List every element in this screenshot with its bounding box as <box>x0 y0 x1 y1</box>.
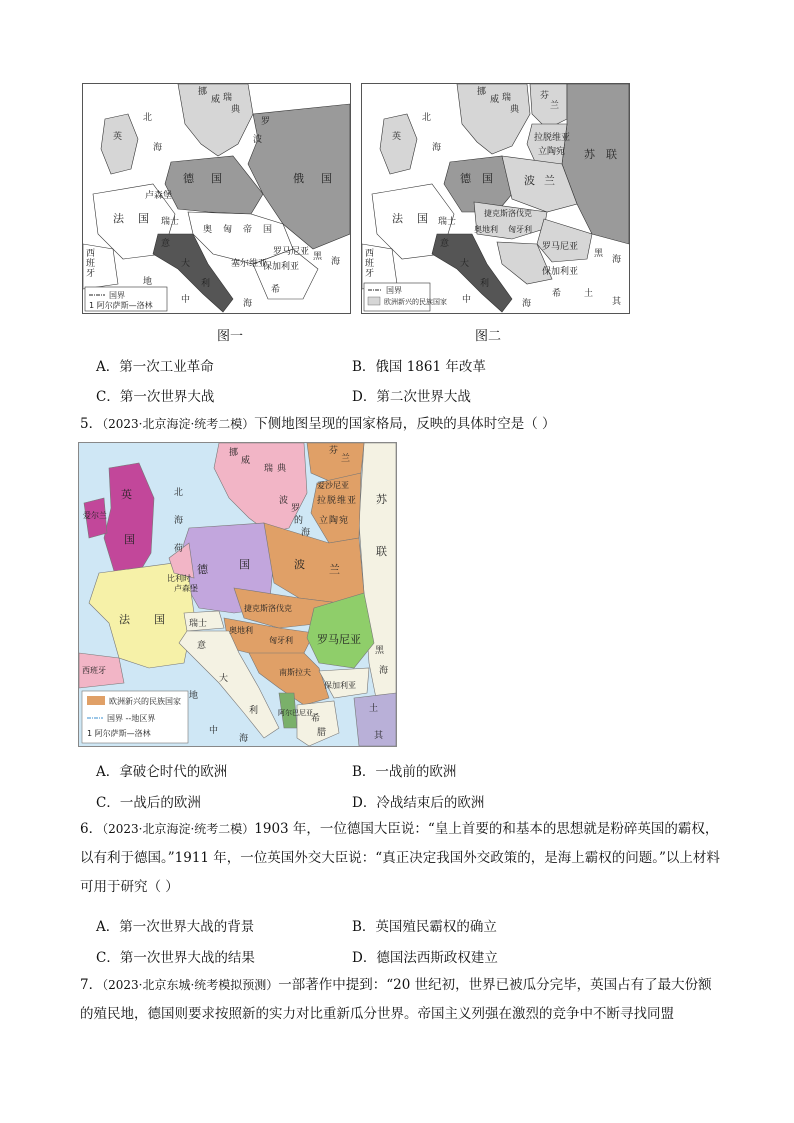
fig2-label: 海 <box>432 143 442 153</box>
fig3-legend-1: 国界 --地区界 <box>107 714 156 723</box>
q4-option-c[interactable]: C．第一次世界大战 <box>96 389 215 405</box>
q5-source: （2023·北京海淀·统考二模） <box>102 417 255 431</box>
fig2-legend-0: 国界 <box>386 286 402 295</box>
fig3-label: 中 <box>209 726 219 736</box>
fig2-label: 兰 <box>544 174 555 187</box>
fig1-label: 瑞 <box>223 93 233 103</box>
fig1-label: 海 <box>243 299 253 309</box>
fig3-label: 意 <box>197 641 207 651</box>
fig3-label: 海 <box>239 734 249 744</box>
fig3-label: 黑 <box>375 646 385 656</box>
fig2-label: 威 <box>490 95 500 105</box>
fig2-label: 瑞士 <box>438 217 457 227</box>
fig3-label: 利 <box>249 706 259 716</box>
fig2-label: 土 <box>584 289 594 299</box>
fig1-label: 塞尔维亚 <box>231 259 268 269</box>
fig3-label: 国 <box>239 558 250 571</box>
fig3-label: 英 <box>121 488 132 501</box>
fig2-label: 利 <box>480 279 490 289</box>
fig1-label: 国 <box>263 225 273 235</box>
fig3-legend-0: 欧洲新兴的民族国家 <box>109 697 181 706</box>
fig1-label: 奥 <box>203 225 213 235</box>
fig3-label: 瑞 <box>264 464 274 474</box>
fig2-label: 亚 <box>561 133 571 143</box>
fig1-label: 海 <box>331 257 341 267</box>
fig2-label: 奥地利 <box>474 225 498 234</box>
figure-two-map <box>361 83 630 314</box>
fig1-label: 罗 <box>261 117 271 127</box>
fig3-label: 爱沙尼亚 <box>317 481 349 490</box>
fig2-label: 拉 <box>534 133 544 143</box>
fig2-label: 希 <box>552 289 562 299</box>
fig3-label: 宛 <box>339 516 349 526</box>
fig3-label: 海 <box>174 516 184 526</box>
figure-two-svg <box>362 84 629 313</box>
q6-option-c[interactable]: C．第一次世界大战的结果 <box>96 950 255 966</box>
fig3-label: 海 <box>379 666 389 676</box>
fig1-label: 英 <box>113 132 123 142</box>
fig3-label: 荷 <box>174 544 184 554</box>
question-6-stem <box>80 815 720 902</box>
fig3-label: 法 <box>119 613 130 626</box>
fig3-label: 阿尔巴尼亚 <box>278 709 313 717</box>
fig3-label: 比利时 <box>167 574 191 583</box>
fig3-label: 维 <box>337 496 347 506</box>
fig3-label: 波 <box>279 496 289 506</box>
fig1-label: 利 <box>201 279 211 289</box>
fig2-label: 海 <box>612 255 622 265</box>
fig3-label: 芬 <box>329 446 339 456</box>
fig2-label: 法 <box>392 212 403 225</box>
fig2-label: 北 <box>422 113 432 123</box>
q4-option-a[interactable]: A．第一次工业革命 <box>96 359 214 375</box>
fig1-label: 牙 <box>86 269 96 279</box>
fig1-label: 威 <box>211 95 221 105</box>
fig3-legend-2: 1 阿尔萨斯—洛林 <box>87 729 151 738</box>
fig1-label: 国 <box>321 172 332 185</box>
fig1-label: 海 <box>153 143 163 153</box>
fig1-label: 希 <box>271 285 281 295</box>
fig2-label: 其 <box>612 297 622 307</box>
fig3-label: 德 <box>197 563 208 576</box>
fig3-label: 拉 <box>317 496 327 506</box>
fig2-label: 国 <box>417 212 428 225</box>
fig3-label: 脱 <box>327 496 337 506</box>
q5-text: 下侧地图呈现的国家格局，反映的具体时空是（ ） <box>254 416 556 432</box>
fig3-label: 罗 <box>291 504 301 514</box>
fig1-label: 黑 <box>313 252 323 262</box>
fig3-label: 地 <box>189 691 199 701</box>
fig1-label: 帝 <box>243 225 253 235</box>
q5-map-svg <box>79 443 396 746</box>
fig3-label: 海 <box>301 528 311 538</box>
fig1-label: 俄 <box>293 172 304 185</box>
fig1-label: 班 <box>86 259 96 269</box>
fig1-label: 法 <box>113 212 124 225</box>
fig3-label: 爱尔兰 <box>83 511 107 520</box>
fig3-label: 北 <box>174 488 184 498</box>
q5-option-c[interactable]: C．一战后的欧洲 <box>96 795 201 811</box>
fig1-label: 挪 <box>198 87 208 97</box>
fig1-label: 大 <box>181 259 191 269</box>
fig2-label: 牙 <box>365 269 375 279</box>
fig1-label: 意 <box>161 239 171 249</box>
fig2-label: 宛 <box>556 147 566 157</box>
fig2-label: 海 <box>522 299 532 309</box>
fig3-label: 陶 <box>329 516 339 526</box>
fig1-label: 罗马尼亚 <box>273 247 310 257</box>
q7-text: 一部著作中提到：“20 世纪初，世界已被瓜分完毕，英国占有了最大份额的殖民地，德国则要求按照新的实力对比重新瓜分世界。帝国主义列强在激烈的竞争中不断寻找同盟 <box>80 977 712 1022</box>
figure-one-map <box>82 83 351 314</box>
fig3-label: 其 <box>374 731 384 741</box>
q6-option-a[interactable]: A．第一次世界大战的背景 <box>96 919 255 935</box>
fig2-label: 匈牙利 <box>508 225 532 234</box>
q6-option-d[interactable]: D．德国法西斯政权建立 <box>352 950 498 966</box>
fig2-label: 黑 <box>594 249 604 259</box>
question-5-stem <box>80 410 720 439</box>
fig3-label: 奥地利 <box>229 626 253 635</box>
fig1-label: 中 <box>181 295 191 305</box>
q4-option-b[interactable]: B．俄国 1861 年改革 <box>352 359 486 375</box>
fig3-label: 兰 <box>341 454 351 464</box>
q7-source: （2023·北京东城·统考模拟预测） <box>102 978 279 992</box>
fig2-label: 国 <box>482 172 493 185</box>
fig3-label: 土 <box>369 704 379 714</box>
fig2-label: 西 <box>365 249 375 259</box>
fig3-label: 罗马尼亚 <box>317 633 361 646</box>
q6-option-b[interactable]: B．英国殖民霸权的确立 <box>352 919 497 935</box>
fig2-label: 联 <box>606 148 617 161</box>
fig1-label: 国 <box>211 172 222 185</box>
fig3-label: 立 <box>319 516 329 526</box>
figure-two-caption: 图二 <box>474 329 501 344</box>
fig3-label: 挪 <box>229 448 239 458</box>
q5-option-b[interactable]: B．一战前的欧洲 <box>352 764 457 780</box>
fig2-label: 班 <box>365 259 375 269</box>
fig3-label: 国 <box>124 533 135 546</box>
fig1-label: 波 <box>253 135 263 145</box>
fig2-label: 中 <box>462 295 472 305</box>
fig1-label: 地 <box>143 277 153 287</box>
fig3-label: 南斯拉夫 <box>279 668 311 677</box>
figure-one-svg <box>83 84 350 313</box>
fig2-label: 维 <box>552 133 562 143</box>
fig1-label: 保加利亚 <box>263 262 300 272</box>
fig1-label: 西 <box>86 249 96 259</box>
q5-number: 5． <box>80 416 103 432</box>
fig3-label: 大 <box>219 674 229 684</box>
fig3-label: 兰 <box>329 563 340 576</box>
fig3-label: 保加利亚 <box>324 681 356 690</box>
fig3-label: 威 <box>241 456 251 466</box>
fig2-label: 保加利亚 <box>542 267 579 277</box>
q6-text: 1903 年，一位德国大臣说：“皇上首要的和基本的思想就是粉碎英国的霸权，以有利于德国。”1911 年，一位英国外交大臣说：“真正决定我国外交政策的，是海上霸权的问题。”以上材料可用于研究（ ） <box>80 821 720 895</box>
fig2-label: 英 <box>392 132 402 142</box>
fig2-label: 捷克斯洛伐克 <box>484 209 532 218</box>
fig1-legend-1: 1 阿尔萨斯—洛林 <box>89 301 153 310</box>
fig1-label: 德 <box>183 172 194 185</box>
fig2-label: 德 <box>460 172 471 185</box>
fig3-label: 联 <box>376 545 387 558</box>
fig3-label: 匈牙利 <box>269 636 293 645</box>
q5-option-a[interactable]: A．拿破仑时代的欧洲 <box>96 764 228 780</box>
fig3-label: 国 <box>154 613 165 626</box>
fig2-label: 脱 <box>543 133 553 143</box>
fig1-label: 国 <box>138 212 149 225</box>
fig3-label: 捷克斯洛伐克 <box>244 604 292 613</box>
fig3-label: 典 <box>277 464 287 474</box>
fig3-label: 的 <box>294 516 304 526</box>
fig1-label: 瑞士 <box>161 217 180 227</box>
fig2-legend-1: 欧洲新兴的民族国家 <box>384 298 447 306</box>
fig2-label: 兰 <box>550 101 560 111</box>
fig3-label: 波 <box>294 558 305 571</box>
question-5-map <box>78 442 397 747</box>
fig3-label: 苏 <box>376 493 387 506</box>
q7-number: 7． <box>80 977 103 993</box>
fig1-label: 典 <box>231 105 241 115</box>
fig3-label: 卢森堡 <box>174 584 198 593</box>
fig3-label: 希 <box>311 714 321 724</box>
q4-option-d[interactable]: D．第二次世界大战 <box>352 389 471 405</box>
fig3-label: 西班牙 <box>82 666 106 675</box>
fig2-label: 波 <box>524 174 535 187</box>
fig1-legend-0: 国界 <box>109 291 125 300</box>
question-7-stem <box>80 971 720 1029</box>
fig2-label: 意 <box>440 239 450 249</box>
q6-number: 6． <box>80 821 103 837</box>
q6-source: （2023·北京海淀·统考二模） <box>102 822 255 836</box>
fig2-label: 瑞 <box>502 93 512 103</box>
fig2-label: 挪 <box>477 87 487 97</box>
fig2-label: 芬 <box>540 91 550 101</box>
fig1-label: 匈 <box>223 225 233 235</box>
q5-option-d[interactable]: D．冷战结束后的欧洲 <box>352 795 485 811</box>
fig2-label: 立 <box>538 147 548 157</box>
fig2-label: 罗马尼亚 <box>542 242 579 252</box>
fig1-label: 卢森堡 <box>145 191 173 201</box>
fig2-label: 大 <box>460 259 470 269</box>
figure-one-caption: 图一 <box>216 329 243 344</box>
fig2-label: 苏 <box>584 148 595 161</box>
fig3-label: 亚 <box>347 496 357 506</box>
fig2-label: 典 <box>510 105 520 115</box>
fig3-label: 腊 <box>317 728 327 738</box>
fig1-label: 北 <box>143 113 153 123</box>
fig3-label: 瑞士 <box>189 619 208 629</box>
fig2-label: 陶 <box>547 147 557 157</box>
